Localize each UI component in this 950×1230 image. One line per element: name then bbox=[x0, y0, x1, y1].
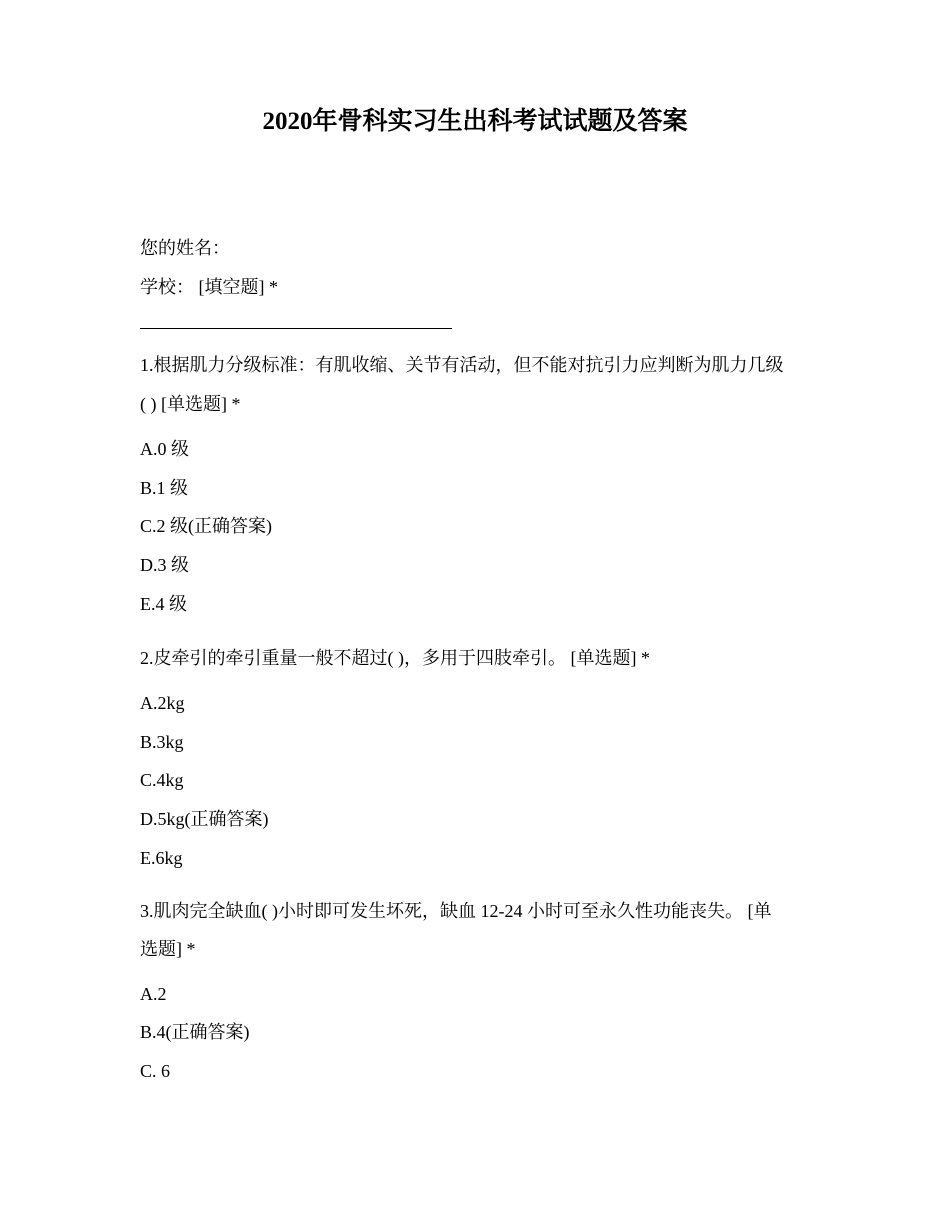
question-1-option-d[interactable]: D.3 级 bbox=[140, 555, 189, 575]
question-2-option-a[interactable]: A.2kg bbox=[140, 693, 185, 713]
question-3-text-cont: 选题] * bbox=[140, 939, 196, 959]
question-1-option-e[interactable]: E.4 级 bbox=[140, 594, 187, 614]
question-3-option-c[interactable]: C. 6 bbox=[140, 1061, 171, 1081]
fill-in-blank-line[interactable] bbox=[140, 328, 452, 329]
question-3-option-b[interactable]: B.4(正确答案) bbox=[140, 1022, 250, 1042]
question-1-text-cont: ( ) [单选题] * bbox=[140, 394, 241, 414]
question-1-option-a[interactable]: A.0 级 bbox=[140, 439, 189, 459]
question-3-option-a[interactable]: A.2 bbox=[140, 984, 167, 1004]
name-field-label: 您的姓名： bbox=[140, 238, 230, 258]
question-1-text: 1.根据肌力分级标准：有肌收缩、关节有活动，但不能对抗引力应判断为肌力几级 bbox=[140, 355, 784, 375]
question-2-option-b[interactable]: B.3kg bbox=[140, 732, 184, 752]
question-2-option-e[interactable]: E.6kg bbox=[140, 848, 183, 868]
question-2-option-d[interactable]: D.5kg(正确答案) bbox=[140, 809, 269, 829]
question-2-text: 2.皮牵引的牵引重量一般不超过( )，多用于四肢牵引。 [单选题] * bbox=[140, 648, 650, 668]
question-2-option-c[interactable]: C.4kg bbox=[140, 770, 184, 790]
school-field-label: 学校： [填空题] * bbox=[140, 277, 278, 297]
question-1-option-b[interactable]: B.1 级 bbox=[140, 478, 189, 498]
question-1-option-c[interactable]: C.2 级(正确答案) bbox=[140, 516, 272, 536]
question-3-text: 3.肌肉完全缺血( )小时即可发生坏死，缺血 12-24 小时可至永久性功能丧失。 [单 bbox=[140, 901, 772, 921]
page-title: 2020年骨科实习生出科考试试题及答案 bbox=[262, 108, 688, 135]
